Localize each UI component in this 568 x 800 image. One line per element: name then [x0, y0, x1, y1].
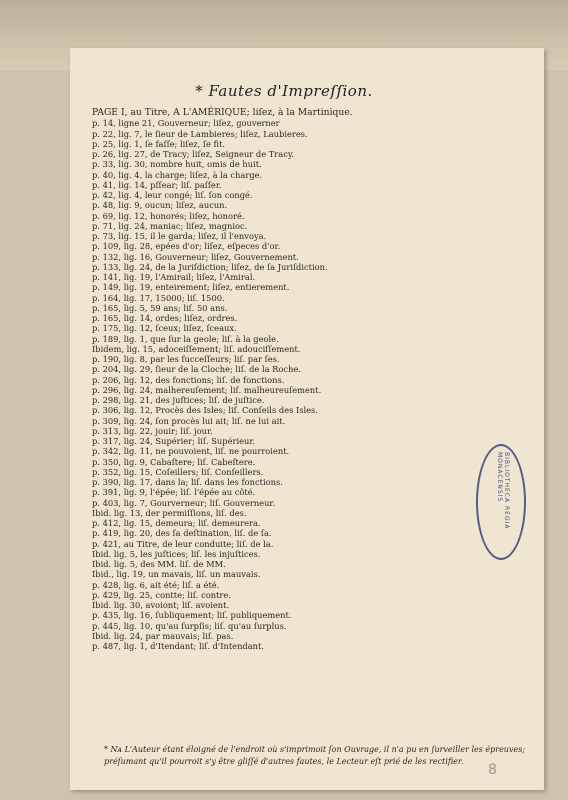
errata-line: p. 204, lig. 29, ſieur de la Cloche; liſ. de la Roche.: [92, 364, 301, 375]
errata-line: p. 296, lig. 24, malhereuſement; liſ. malheureuſement.: [92, 384, 322, 395]
errata-line: p. 309, lig. 24, ſon procès lui ait; liſ. ne lui ait.: [92, 415, 286, 426]
errata-line: p. 73, lig. 15, il le garda; liſez, il l'envoya.: [92, 231, 267, 241]
page-title: * Fautes d'Impreſſion.: [195, 82, 373, 100]
errata-line: p. 342, lig. 11, ne pouvoient, liſ. ne pourroient.: [92, 446, 290, 457]
errata-line: p. 487, lig. 1, d'Itendant; liſ. d'Intendant.: [92, 641, 264, 651]
errata-line: p. 14, ligne 21, Gouverneur; liſez, gouverner: [92, 118, 280, 129]
errata-line: p. 71, lig. 24, maniac; liſez, magnioc.: [92, 220, 248, 231]
errata-line: p. 391, lig. 9, l'épée; liſ. l'épée au côté.: [92, 487, 256, 498]
errata-line: p. 298, lig. 21, des juſtices; liſ. de juſtice.: [92, 395, 265, 405]
errata-line: p. 164, lig. 17, 15000; liſ. 1500.: [92, 292, 225, 303]
errata-line: p. 175, lig. 12, ſceux; liſez, ſceaux.: [92, 323, 237, 334]
errata-line: p. 41, lig. 14, pſſear; liſ. paſſer.: [92, 179, 222, 190]
errata-line: p. 40, lig. 4, la charge; liſez, à la charge.: [92, 169, 263, 180]
footnote: * Nᴀ L'Auteur étant éloigné de l'endroit où s'imprimoit ſon Ouvrage, il n'a pu en ſurveiller les épreuves; préſumant qu'il pourroit s'y être gliſſé d'autres fautes, le Lecteur eſt prié de les rectifier.: [104, 745, 526, 766]
errata-line: p. 189, lig. 1, que ſur la geole; liſ. à la geole.: [92, 333, 279, 344]
errata-line: p. 22, lig. 7, le ſieur de Lambieres; liſez, Laubieres.: [92, 128, 308, 139]
errata-line: p. 421, au Titre, de leur conduite; liſ. de la.: [92, 538, 274, 549]
errata-line: p. 352, lig. 15, Coſeillers; liſ. Conſeillers.: [92, 466, 264, 477]
errata-line: p. 109, lig. 28, epées d'or; liſez, eſpeces d'or.: [92, 241, 281, 252]
errata-line: p. 42, lig. 4, leur congé; liſ. ſon congé.: [92, 190, 253, 200]
errata-line: p. 132, lig. 16, Gouverneur; liſez, Gouvernement.: [92, 251, 299, 262]
errata-line: p. 306, lig. 12, Procès des Isles; liſ. Conſeils des Isles.: [92, 405, 318, 416]
errata-line: Ibid. lig. 5, des MM. liſ. de MM.: [92, 559, 226, 569]
errata-line: p. 435, lig. 16, ſubliquement; liſ. publiquement.: [92, 610, 292, 621]
errata-line: p. 165, lig. 14, ordes; liſez, ordres.: [92, 313, 238, 323]
errata-line: p. 419, lig. 20, des ſa deſtination, liſ. de ſa.: [92, 528, 272, 539]
errata-line: Ibid. lig. 24, par mauvais; liſ. pas.: [92, 630, 234, 641]
errata-line: p. 190, lig. 8, par les ſucceſſeurs; liſ. par ſes.: [92, 354, 280, 364]
errata-line: p. 141, lig. 19, l'Amirail; liſez, l'Amiral.: [92, 272, 256, 282]
errata-line: p. 403, lig. 7, Gourverneur; liſ. Gouverneur.: [92, 497, 276, 508]
errata-line: Ibid. lig. 30, avoiont; liſ. avoient.: [92, 600, 230, 610]
library-stamp: [476, 444, 526, 560]
errata-line: Ibidem, lig. 15, adoceiſſement; liſ. adouciſſement.: [92, 343, 301, 354]
errata-line: PAGE I, au Titre, A L'AMÉRIQUE; liſez, à la Martinique.: [92, 107, 353, 118]
pencil-mark: 8: [488, 762, 497, 778]
errata-line: Ibid. lig. 13, der permiſſions, liſ. des.: [92, 507, 247, 518]
errata-line: p. 133, lig. 24, de la Juriſdiction; liſez, de ſa Juriſdiction.: [92, 261, 328, 272]
errata-line: p. 412, lig. 15, demeura; liſ. demeurera.: [92, 518, 261, 528]
errata-line: p. 165, lig. 5, 59 ans; liſ. 50 ans.: [92, 302, 228, 313]
errata-line: p. 206, lig. 12, des fonctions; liſ. de fonctions.: [92, 374, 285, 385]
errata-line: Ibid., lig. 19, un mavais, liſ. un mauvais.: [92, 569, 261, 580]
errata-line: p. 428, lig. 6, ait été; liſ. a été.: [92, 579, 220, 590]
errata-line: p. 390, lig. 17, dans la; liſ. dans les fonctions.: [92, 477, 283, 487]
errata-line: p. 33, lig. 30, nombre huit, omis de huit.: [92, 159, 262, 170]
errata-line: p. 26, lig. 27, de Tracy; liſez, Seigneur de Tracy.: [92, 149, 295, 159]
stamp-text: BIBLIOTHECA REGIA MONACENSIS: [496, 452, 510, 530]
errata-line: p. 69, lig. 12, honorés; liſez, honoré.: [92, 210, 245, 221]
errata-line: p. 25, lig. 1, ſe faſſe; liſez, ſe fit.: [92, 138, 226, 149]
errata-line: p. 350, lig. 9, Cabaſtere; liſ. Cabeſtere.: [92, 456, 256, 467]
errata-line: p. 48, lig. 9, oucun; liſez, aucun.: [92, 200, 228, 211]
errata-line: p. 313, lig. 22, jouir; liſ. jour.: [92, 425, 213, 436]
errata-list: [92, 108, 542, 651]
errata-line: Ibid. lig. 5, les juſtices; liſ. les injuſtices.: [92, 548, 261, 559]
errata-line: p. 149, lig. 19, enteirement; liſez, entierement.: [92, 282, 290, 293]
errata-line: p. 445, lig. 10, qu'au ſurpſis; liſ. qu'au ſurplus.: [92, 620, 287, 631]
errata-line: p. 429, lig. 25, contte; liſ. contre.: [92, 589, 231, 600]
errata-line: p. 317, lig. 24, Supérier; liſ. Supérieur.: [92, 436, 256, 446]
